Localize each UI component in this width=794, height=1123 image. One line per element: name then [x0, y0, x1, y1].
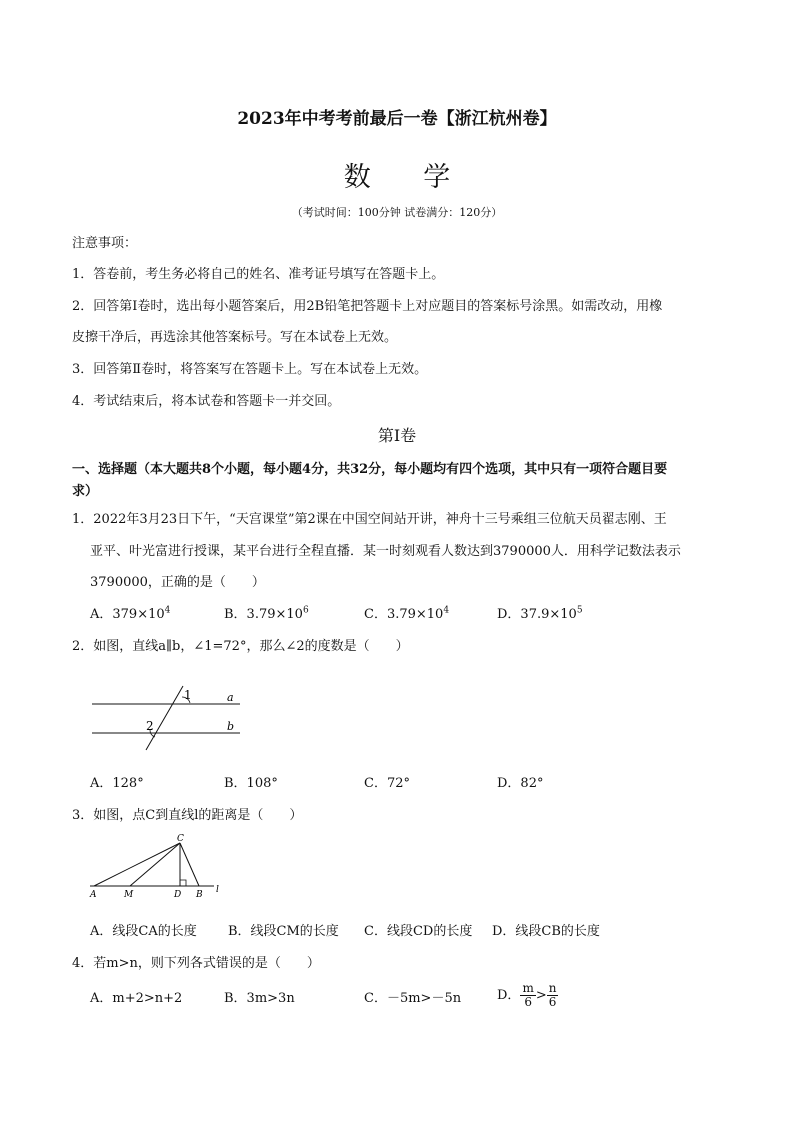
- notice-item-2-cont: 皮擦干净后，再选涂其他答案标号。写在本试卷上无效。: [72, 330, 398, 345]
- right-angle-mark: [180, 880, 186, 886]
- q3-stem: 3．如图，点C到直线l的距离是（ ）: [72, 808, 303, 823]
- angle-1-label: 1: [184, 688, 192, 702]
- q3-option-a: A．线段CA的长度: [90, 924, 197, 939]
- q2-parallel-lines-figure: [86, 680, 256, 750]
- q3-option-b: B．线段CM的长度: [228, 924, 339, 939]
- point-B-label: B: [196, 890, 203, 900]
- q2-option-d: D．82°: [497, 776, 544, 791]
- q2-stem: 2．如图，直线a∥b，∠1=72°，那么∠2的度数是（ ）: [72, 639, 409, 654]
- q2-option-a: A．128°: [90, 776, 144, 791]
- notice-item-3: 3．回答第Ⅱ卷时，将答案写在答题卡上。写在本试卷上无效。: [72, 362, 428, 377]
- part-heading: 第Ⅰ卷: [377, 426, 417, 445]
- notice-heading: 注意事项：: [72, 236, 138, 251]
- segment-CB: [180, 843, 199, 886]
- exam-title: 2023年中考考前最后一卷【浙江杭州卷】: [237, 109, 557, 129]
- notice-item-2: 2．回答第Ⅰ卷时，选出每小题答案后，用2B铅笔把答题卡上对应题目的答案标号涂黑。如需改动，用橡: [72, 299, 663, 314]
- q4-option-d: D． $\frac{m}{6}$ > $\frac{n}{6}$: [497, 981, 557, 1009]
- q4-option-a: A．m+2>n+2: [90, 991, 183, 1006]
- point-D-label: D: [174, 890, 182, 900]
- q3-option-c: C．线段CD的长度: [364, 924, 473, 939]
- section-heading-cont: 求）: [72, 484, 99, 499]
- q2-option-c: C．72°: [364, 776, 410, 791]
- transversal: [146, 686, 183, 750]
- exam-info: （考试时间：100分钟 试卷满分：120分）: [291, 206, 503, 219]
- point-C-label: C: [177, 834, 184, 844]
- q1-stem: 1．2022年3月23日下午，“天宫课堂”第2课在中国空间站开讲，神舟十三号乘组三位航天员翟志刚、王: [72, 512, 667, 527]
- q1-option-a: A．$379\times 10^4$: [90, 605, 171, 622]
- angle-2-label: 2: [146, 719, 154, 733]
- notice-item-1: 1．答卷前，考生务必将自己的姓名、准考证号填写在答题卡上。: [72, 267, 445, 282]
- point-A-label: A: [90, 890, 97, 900]
- q1-stem-cont: 亚平、叶光富进行授课，某平台进行全程直播．某一时刻观看人数达到3790000人．用科学记数法表示: [90, 544, 681, 559]
- section-heading: 一、选择题（本大题共8个小题，每小题4分，共32分，每小题均有四个选项，其中只有一项符合题目要: [72, 462, 668, 477]
- q1-option-d: D．$37.9\times 10^5$: [497, 605, 583, 622]
- notice-item-4: 4．考试结束后，将本试卷和答题卡一并交回。: [72, 394, 341, 409]
- q4-option-b: B．3m>3n: [224, 991, 295, 1006]
- line-l-label: l: [216, 885, 219, 895]
- q1-stem-cont2: 3790000，正确的是（ ）: [90, 575, 265, 590]
- q1-option-c: C．$3.79\times 10^4$: [364, 605, 450, 622]
- subject-title: 数 学: [343, 162, 473, 193]
- q3-option-d: D．线段CB的长度: [492, 924, 600, 939]
- fraction-n-over-6: $\frac{n}{6}$: [548, 981, 557, 1009]
- point-M-label: M: [124, 890, 134, 900]
- q3-triangle-figure: [86, 830, 226, 900]
- line-b-label: b: [227, 720, 235, 733]
- q1-option-b: B．$3.79\times 10^6$: [224, 605, 309, 622]
- q4-stem: 4．若m>n，则下列各式错误的是（ ）: [72, 956, 320, 971]
- q4-option-c: C．－5m>－5n: [364, 991, 462, 1006]
- line-a-label: a: [227, 691, 234, 704]
- q2-option-b: B．108°: [224, 776, 278, 791]
- fraction-m-over-6: $\frac{m}{6}$: [522, 981, 534, 1009]
